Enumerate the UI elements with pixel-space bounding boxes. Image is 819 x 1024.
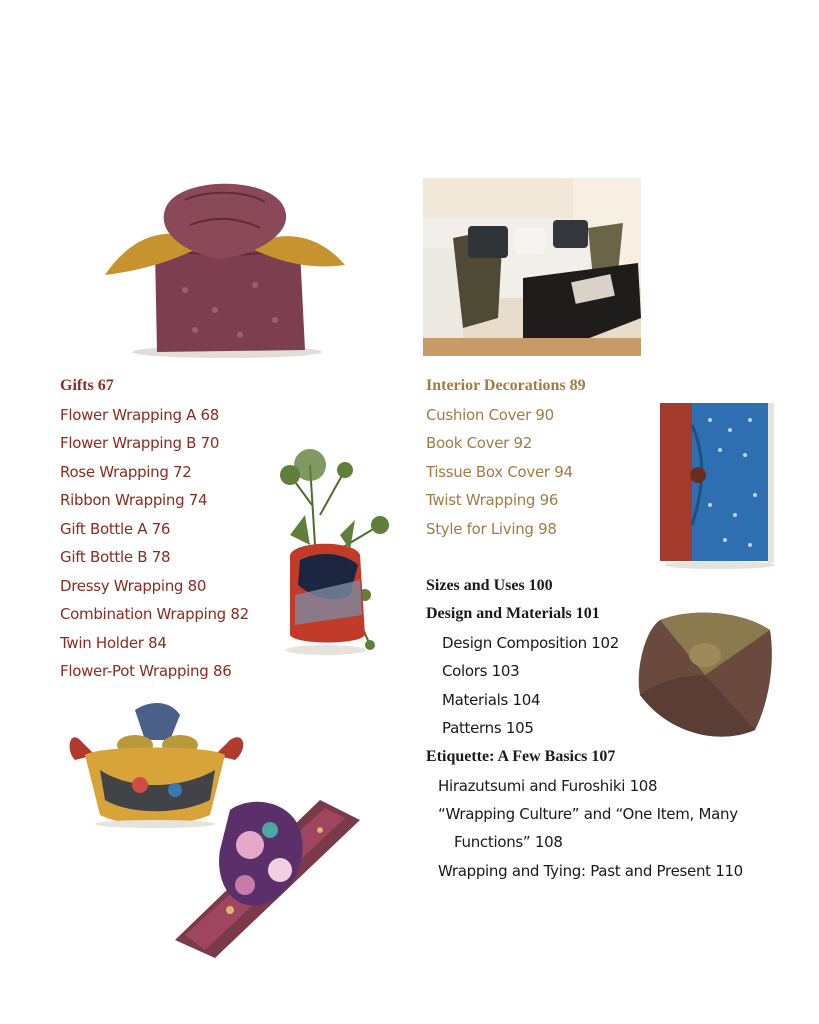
toc-item-rose-wrapping[interactable]: Rose Wrapping 72 (60, 463, 192, 481)
toc-item-patterns[interactable]: Patterns 105 (442, 719, 534, 737)
toc-item-style-for-living[interactable]: Style for Living 98 (426, 520, 557, 538)
interior-heading[interactable]: Interior Decorations 89 (426, 377, 586, 394)
toc-item-tissue-box-cover[interactable]: Tissue Box Cover 94 (426, 463, 573, 481)
toc-item-book-cover[interactable]: Book Cover 92 (426, 434, 532, 452)
toc-item-cushion-cover[interactable]: Cushion Cover 90 (426, 406, 554, 424)
design-heading[interactable]: Design and Materials 101 (426, 605, 600, 622)
dressy-wrapping-photo (170, 790, 370, 960)
toc-item-twist-wrapping[interactable]: Twist Wrapping 96 (426, 491, 559, 509)
flower-pot-photo (250, 445, 400, 675)
toc-item-wrapping-culture[interactable]: “Wrapping Culture” and “One Item, Many (438, 805, 738, 823)
toc-item-colors[interactable]: Colors 103 (442, 662, 520, 680)
toc-item-flower-pot-wrapping[interactable]: Flower-Pot Wrapping 86 (60, 662, 232, 680)
toc-item-combination-wrapping[interactable]: Combination Wrapping 82 (60, 605, 249, 623)
sizes-heading[interactable]: Sizes and Uses 100 (426, 577, 553, 594)
toc-item-gift-bottle-b[interactable]: Gift Bottle B 78 (60, 548, 171, 566)
toc-item-wrapping-and-tying[interactable]: Wrapping and Tying: Past and Present 110 (438, 862, 743, 880)
etiquette-heading[interactable]: Etiquette: A Few Basics 107 (426, 748, 616, 765)
toc-item-gift-bottle-a[interactable]: Gift Bottle A 76 (60, 520, 171, 538)
gifts-heading[interactable]: Gifts 67 (60, 377, 114, 394)
book-cover-photo (650, 395, 785, 570)
toc-item-dressy-wrapping[interactable]: Dressy Wrapping 80 (60, 577, 207, 595)
toc-item-materials[interactable]: Materials 104 (442, 691, 541, 709)
cushion-photo (630, 600, 780, 745)
living-room-photo (423, 178, 641, 356)
gift-box-photo (95, 170, 355, 360)
toc-item-twin-holder[interactable]: Twin Holder 84 (60, 634, 167, 652)
toc-item-wrapping-culture-cont[interactable]: Functions” 108 (454, 833, 563, 851)
toc-item-ribbon-wrapping[interactable]: Ribbon Wrapping 74 (60, 491, 208, 509)
toc-item-flower-wrapping-a[interactable]: Flower Wrapping A 68 (60, 406, 220, 424)
toc-item-hirazutsumi[interactable]: Hirazutsumi and Furoshiki 108 (438, 777, 658, 795)
toc-item-design-composition[interactable]: Design Composition 102 (442, 634, 620, 652)
toc-item-flower-wrapping-b[interactable]: Flower Wrapping B 70 (60, 434, 220, 452)
